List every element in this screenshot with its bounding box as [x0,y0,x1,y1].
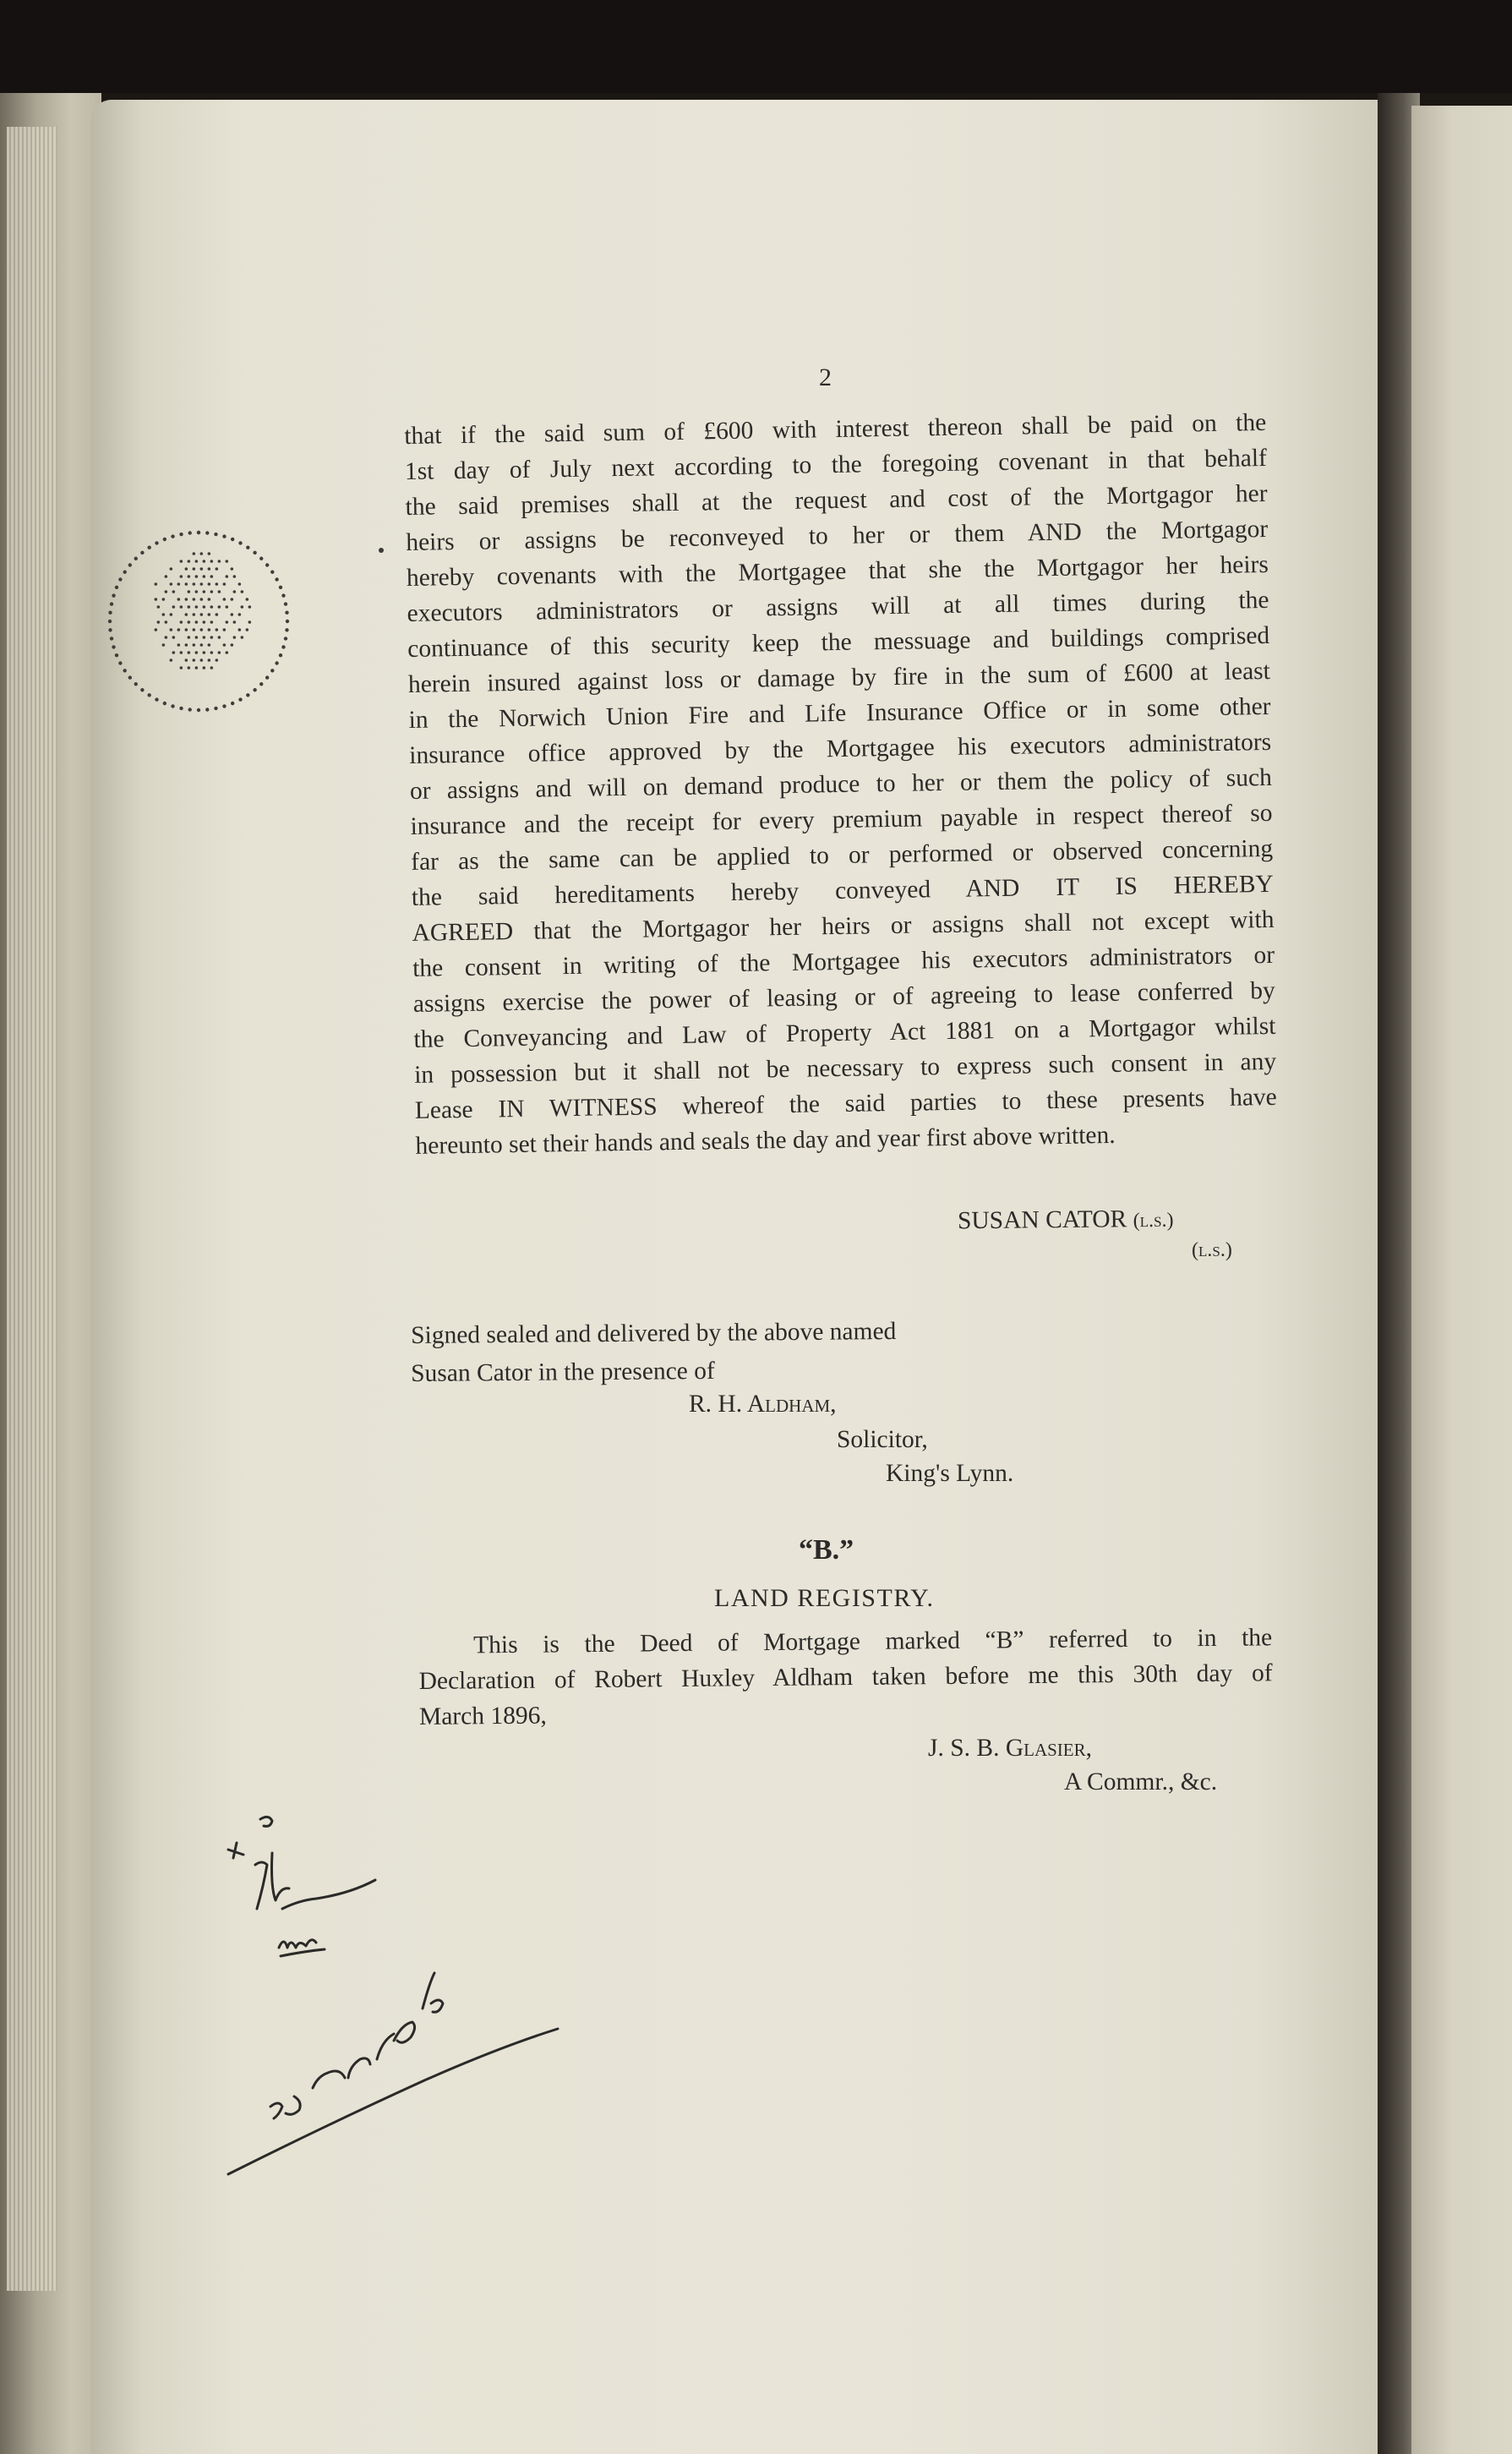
commissioner-name: J. S. B. Glasier, [928,1735,1092,1762]
registry-heading: LAND REGISTRY. [714,1584,935,1612]
declaration-paragraph [418,1620,1273,1735]
witness-title: Solicitor, [837,1426,928,1453]
seal-mark: (l.s.) [1133,1209,1174,1232]
handwritten-annotation-icon [220,1809,575,2181]
perforated-stamp-icon [97,520,300,723]
page-number: 2 [819,363,832,391]
body-line: 1st day of July next according to the foregoing covenant in that behalf [404,444,1268,485]
body-line: the consent in writing of the Mortgagee his executors administrators or [412,941,1275,982]
body-line: or assigns and will on demand produce to her or them the policy of such [409,763,1273,805]
scan-background [0,0,1512,93]
body-line: heirs or assigns be reconveyed to her or them AND the Mortgagor [406,515,1269,556]
body-line: hereunto set their hands and seals the day and year first above written. [415,1121,1116,1160]
witness-place: King's Lynn. [886,1460,1014,1487]
attestation-line-1: Signed sealed and delivered by the above named [411,1317,897,1349]
body-line: Lease IN WITNESS whereof the said parties to these presents have [414,1083,1277,1124]
attestation-line-2: Susan Cator in the presence of [411,1357,715,1387]
body-line: in the Norwich Union Fire and Life Insurance Office or in some other [408,692,1271,734]
body-line: continuance of this security keep the messuage and buildings comprised [407,621,1270,663]
body-line: herein insured against loss or damage by fire in the sum of £600 at least [407,657,1271,698]
body-line: far as the same can be applied to or performed or observed concerning [410,834,1274,876]
body-line: assigns exercise the power of leasing or of agreeing to lease conferred by [412,976,1276,1018]
body-line: the said hereditaments hereby conveyed AND IT IS HEREBY [411,870,1275,911]
margin-dot [379,548,384,553]
declaration-line: This is the Deed of Mortgage marked “B” referred to in the [473,1624,1273,1659]
body-line: insurance office approved by the Mortgagee his executors administrators [409,728,1272,769]
body-line: the said premises shall at the request and cost of the Mortgagor her [405,479,1268,521]
exhibit-mark: “B.” [799,1534,854,1566]
body-line: hereby covenants with the Mortgagee that she the Mortgagor her heirs [406,550,1269,592]
seal-mark-second: (l.s.) [1192,1239,1232,1261]
body-line: in possession but it shall not be necessary to express such consent in any [413,1047,1277,1089]
body-line: AGREED that the Mortgagor her heirs or assigns shall not except with [412,905,1275,947]
body-line: the Conveyancing and Law of Property Act 1881 on a Mortgagor whilst [413,1012,1276,1053]
mortgage-clause [404,405,1278,1164]
commissioner-title: A Commr., &c. [1064,1768,1218,1795]
declaration-line: Declaration of Robert Huxley Aldham taken before me this 30th day of [418,1659,1273,1695]
signatory-name: SUSAN CATOR [957,1205,1127,1235]
declaration-line: March 1896, [418,1702,547,1730]
witness-name: R. H. Aldham, [689,1391,837,1418]
page-stack [7,127,57,2291]
body-line: that if the said sum of £600 with interest thereon shall be paid on the [404,408,1267,450]
body-line: executors administrators or assigns will at all times during the [407,586,1269,627]
signatory-line [958,1205,1174,1236]
body-line: insurance and the receipt for every premium payable in respect thereof so [410,799,1273,840]
adjacent-page-edge [1411,106,1512,2454]
